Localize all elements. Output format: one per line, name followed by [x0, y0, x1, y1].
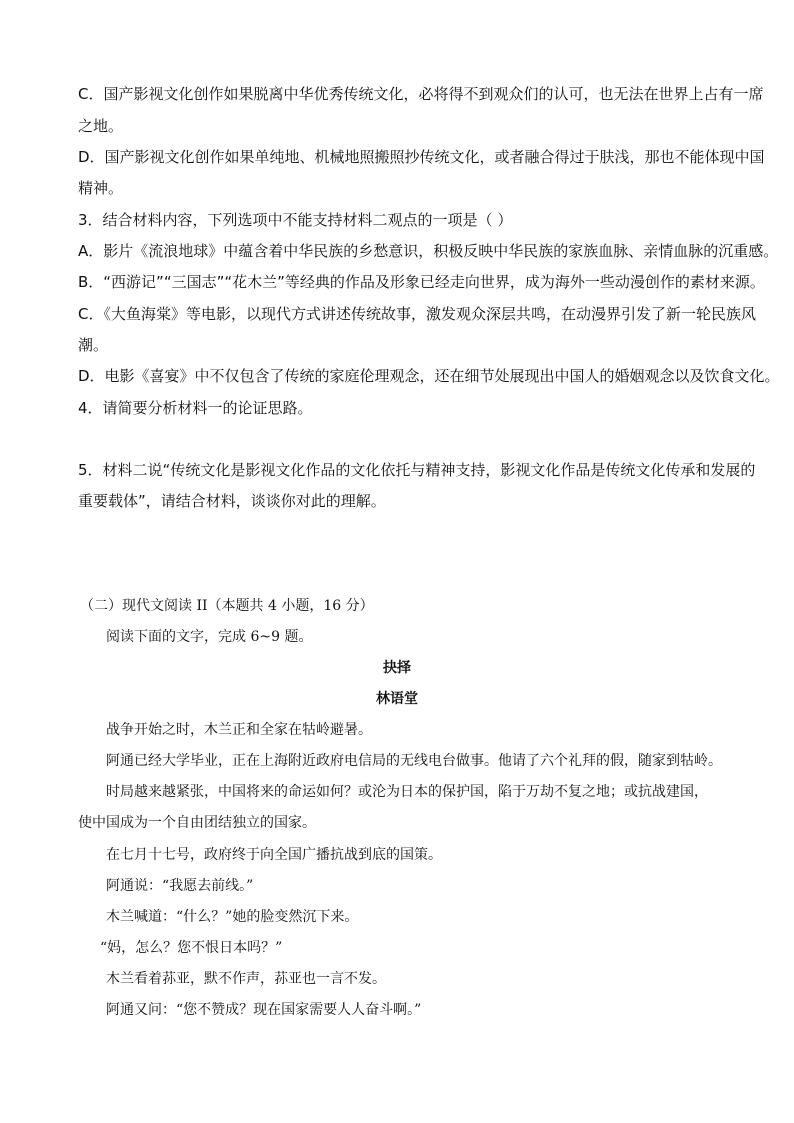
paragraph: 木兰看着荪亚，默不作声，荪亚也一言不发。 [106, 971, 386, 987]
question-3-option-c-line-2: 潮。 [78, 336, 109, 354]
paragraph: 战争开始之时，木兰正和全家在牯岭避暑。 [106, 722, 372, 738]
paragraph: 时局越来越紧张，中国将来的命运如何？或沦为日本的保护国，陷于万劫不复之地；或抗战建国， [106, 784, 708, 800]
reading-instruction: 阅读下面的文字，完成 6~9 题。 [106, 629, 313, 645]
paragraph: 阿通又问：“您不赞成？现在国家需要人人奋斗啊。” [106, 1002, 422, 1018]
option-c-line-1: C．国产影视文化创作如果脱离中华优秀传统文化，必将得不到观众们的认可，也无法在世界上占有一席 [78, 85, 764, 103]
passage-title: 抉择 [383, 660, 411, 676]
option-d-line-1: D．国产影视文化创作如果单纯地、机械地照搬照抄传统文化，或者融合得过于肤浅，那也不能体现中国 [78, 148, 765, 166]
paragraph: 阿通说：“我愿去前线。” [106, 878, 254, 894]
question-3-option-c-line-1: C．《大鱼海棠》等电影，以现代方式讲述传统故事，激发观众深层共鸣，在动漫界引发了新一轮民族风 [78, 305, 756, 323]
question-4: 4．请简要分析材料一的论证思路。 [78, 399, 313, 417]
question-5-line-2: 重要载体”，请结合材料，谈谈你对此的理解。 [78, 492, 386, 510]
question-3-option-a: A．影片《流浪地球》中蕴含着中华民族的乡愁意识，积极反映中华民族的家族血脉、亲情血脉的沉重感。 [78, 242, 779, 260]
paragraph: 在七月十七号，政府终于向全国广播抗战到底的国策。 [106, 847, 442, 863]
option-d-line-2: 精神。 [78, 179, 124, 197]
question-3-option-b: B．“西游记”“三国志”“花木兰”等经典的作品及形象已经走向世界，成为海外一些动漫创作的素材来源。 [78, 273, 765, 291]
paragraph: 使中国成为一个自由团结独立的国家。 [78, 815, 316, 831]
option-c-line-2: 之地。 [78, 117, 124, 135]
question-5-line-1: 5．材料二说“传统文化是影视文化作品的文化依托与精神支持，影视文化作品是传统文化传承和发展的 [78, 461, 756, 479]
question-3-stem: 3．结合材料内容，下列选项中不能支持材料二观点的一项是（ ） [78, 211, 513, 229]
paragraph: “妈，怎么？您不恨日本吗？” [100, 940, 283, 956]
paragraph: 木兰喊道：“什么？”她的脸变然沉下来。 [106, 909, 359, 925]
passage-author: 林语堂 [376, 691, 418, 707]
paragraph: 阿通已经大学毕业，正在上海附近政府电信局的无线电台做事。他请了六个礼拜的假，随家到牯岭。 [106, 753, 722, 769]
question-3-option-d: D．电影《喜宴》中不仅包含了传统的家庭伦理观念，还在细节处展现出中国人的婚姻观念以及饮食文化。 [78, 367, 780, 385]
section-heading: （二）现代文阅读 II（本题共 4 小题，16 分） [80, 598, 374, 614]
